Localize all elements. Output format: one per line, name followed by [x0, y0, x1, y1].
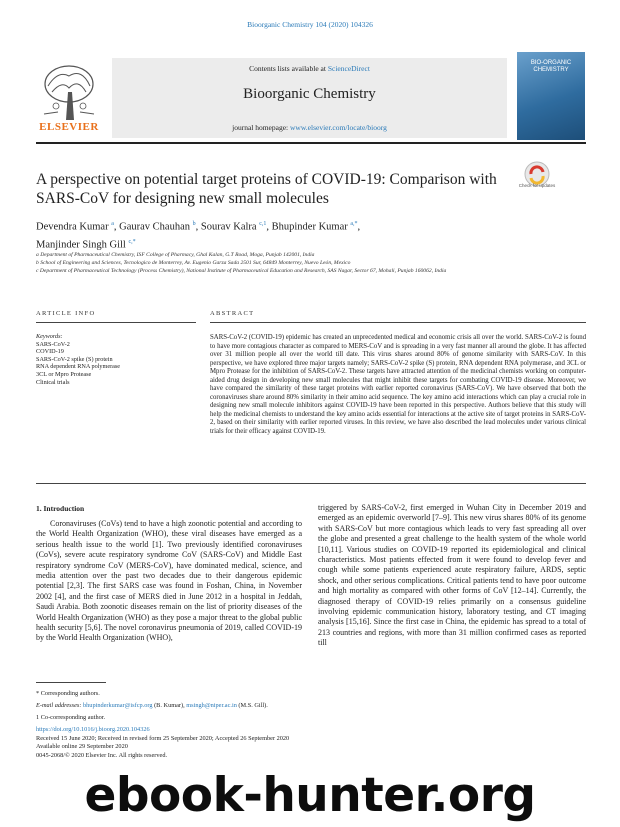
elsevier-tree-logo [38, 62, 100, 122]
received-dates: Received 15 June 2020; Received in revised form 25 September 2020; Accepted 26 September 2020 [36, 734, 290, 742]
author-name: Gaurav Chauhan [119, 221, 190, 233]
author-affiliation-mark[interactable]: b [192, 221, 196, 227]
introduction-heading: 1. Introduction [36, 504, 85, 513]
affiliation: a Department of Pharmaceutical Chemistry, ISF College of Pharmacy, Ghal Kalan, G.T Road, Moga, Punjab 142001, India [36, 252, 315, 258]
doi-link[interactable]: https://doi.org/10.1016/j.bioorg.2020.104326 [36, 726, 150, 733]
email-link[interactable]: msingh@niper.ac.in [186, 702, 237, 709]
email-line [36, 700, 436, 712]
keyword: 3CL or Mpro Protease [36, 370, 92, 378]
body-column-left [36, 519, 302, 644]
contents-prefix: Contents lists available at [249, 64, 328, 73]
affiliation: b School of Engineering and Sciences, Tecnologico de Monterrey, Av. Eugenio Garza Sada 2501 Sur, 64849 Monterrey, Nuevo León, Mexico [36, 260, 351, 266]
affiliations [36, 251, 596, 275]
abstract-divider [210, 322, 586, 323]
journal-reference[interactable]: Bioorganic Chemistry 104 (2020) 104326 [247, 20, 373, 29]
intro-paragraph-continued: triggered by SARS-CoV-2, first emerged in Wuhan City in December 2019 and emerged as an epidemic overworld [7–9]. This new virus shares 80% of its genome with SARS-CoV but more contagious which leads to very fast spreading all over the globe and presented a great challenge to the health system of the whole world [10,11]. Various studies on COVID-19 reported its epidemiological and clinical characteristics. Most patients effected from it were found to develop fever and cough while some patients experienced acute respiratory failure, ARDS, septic shock, and other serious complications. Critical patients tend to have poor outcome and high mortality as compared with other forms of CoV [12–14]. Currently, the diagnosed therapy of COVID-19 relies primarily on a consensus guideline involving epidemic communication history, laboratory testing, and CT imaging analysis [15,16]. Since the first case in China, the epidemic has spread to a total of 213 countries and regions, with more than 31 million confirmed cases as reported till [318, 503, 586, 648]
keywords-title: Keywords: [36, 333, 63, 340]
keyword: COVID-19 [36, 348, 64, 356]
author-affiliation-mark[interactable]: c,* [128, 238, 136, 245]
footnotes [36, 688, 436, 724]
email-owner: (B. Kumar), [152, 702, 187, 709]
author-affiliation-mark[interactable]: c,1 [259, 221, 267, 227]
author-name: Bhupinder Kumar [271, 221, 348, 233]
abstract-heading: ABSTRACT [210, 310, 255, 317]
footnote-divider [36, 682, 106, 683]
abstract-bottom-divider [36, 483, 586, 484]
cover-title: BIO-ORGANIC CHEMISTRY [530, 60, 572, 73]
author-list: Devendra Kumar $^a$, Gaurav Chauhan $^b$, Sourav Kalra $^{c,1}$, Bhupinder Kumar $^{a,*}$, Manjinder Singh Gill $^{c,*}$ [36, 221, 361, 250]
article-info-heading: ARTICLE INFO [36, 310, 96, 317]
co-corresponding-note: 1 Co-corresponding author. [36, 714, 106, 721]
publication-info [36, 726, 436, 760]
header-divider [36, 142, 586, 144]
copyright: 0045-2068/© 2020 Elsevier Inc. All rights reserved. [36, 751, 168, 759]
keyword: RNA dependent RNA polymerase [36, 363, 121, 371]
elsevier-wordmark: ELSEVIER [39, 121, 99, 133]
body-column-right [318, 503, 586, 649]
author-name: Devendra Kumar [36, 221, 109, 233]
keyword: Clinical trials [36, 378, 70, 386]
homepage-line [112, 123, 507, 132]
check-for-updates-label: Check for updates [518, 183, 556, 188]
homepage-prefix: journal homepage: [232, 123, 291, 132]
author-affiliation-mark[interactable]: a [111, 221, 114, 227]
sciencedirect-link[interactable]: ScienceDirect [327, 64, 370, 73]
affiliation: c Department of Pharmaceutical Technology (Process Chemistry), National Institute of Pharmaceutical Education and Research, SAS Nagar, Sector 67, Mohali, Punjab 160062, India [36, 268, 447, 274]
watermark-text: ebook-hunter.org [84, 768, 536, 823]
abstract-text: SARS-CoV-2 (COVID-19) epidemic has created an unprecedented medical and economic crisis all over the world. SARS-CoV-2 is found to have more contagious character as compared to MERS-CoV and is spreading in a very fast manner all around the globe. It has affected over 31 million people all over the world till date. This virus shares around 80% of genome similarity with SARS-CoV. In this perspective, we have explored three major targets namely; SARS-CoV-2 spike (S) protein, RNA dependent RNA polymerase, and 3CL or Mpro Protease for the inhibition of SARS-CoV-2. These targets have attracted attention of the medicinal chemists working on computer-aided drug design in developing new small molecules that might inhibit these targets for combating COVID-19 disease. Moreover, we have compared the similarity of these target proteins with earlier reported coronavirus (SARS-CoV). We have observed that both the coronaviruses share around 80% similarity in their amino acid sequence. The key amino acid interactions which can play a crucial role in designing new small molecule inhibitors against COVID-19 have been reported in this perspective. Authors believe that this study will help the medicinal chemists to understand the key amino acids essential for interactions at the active site of target proteins in SARS-CoV-2, based on their similarity with earlier reported viruses. In this review, we have also described the lead molecules under various clinical trials for their efficacy against COVID-19. [210, 334, 586, 435]
keyword: SARS-CoV-2 spike (S) protein [36, 355, 113, 363]
intro-paragraph: Coronaviruses (CoVs) tend to have a high zoonotic potential and according to the World Health Organization (WHO), these viral diseases have emerged as a serious health issue to the world [1]. Two previously identified coronaviruses (CoVs), severe acute respiratory syndrome CoV (SARS-CoV) and Middle East respiratory syndrome CoV (MERS-CoV), have dominated medical, science, and media attention over the past two decades due to their dangerous epidemic potential [2,3]. The first SARS case was found in Foshan, China, in November 2002 [4], and the first case of MERS died in June 2012 in a hospital in Jeddah, Saudi Arabia. Both zoonotic diseases remain on the list of priority diseases of the World Health Organization (WHO) as they pose a major threat to the global public health security [5,6]. The novel coronavirus pneumonia of 2019, called COVID-19 by the World Health Organization (WHO), [36, 519, 302, 643]
available-online: Available online 29 September 2020 [36, 743, 128, 751]
email-link[interactable]: bhupinderkumar@isfcp.org [83, 702, 153, 709]
article-title: A perspective on potential target proteins of COVID-19: Comparison with SARS-CoV for designing new small molecules [36, 171, 497, 207]
keywords-block [36, 333, 196, 386]
email-prefix: E-mail addresses: [36, 702, 83, 709]
article-info-divider [36, 322, 196, 323]
homepage-link[interactable]: www.elsevier.com/locate/bioorg [290, 123, 387, 132]
author-name: Manjinder Singh Gill [36, 239, 126, 250]
corresponding-note: * Corresponding authors. [36, 690, 100, 697]
author-name: Sourav Kalra [200, 221, 257, 233]
contents-line [112, 64, 507, 73]
keyword: SARS-CoV-2 [36, 340, 70, 348]
check-for-updates-icon[interactable] [522, 155, 552, 195]
email-owner: (M.S. Gill). [236, 702, 268, 709]
author-affiliation-mark[interactable]: a,* [350, 221, 358, 227]
journal-name: Bioorganic Chemistry [243, 86, 376, 102]
